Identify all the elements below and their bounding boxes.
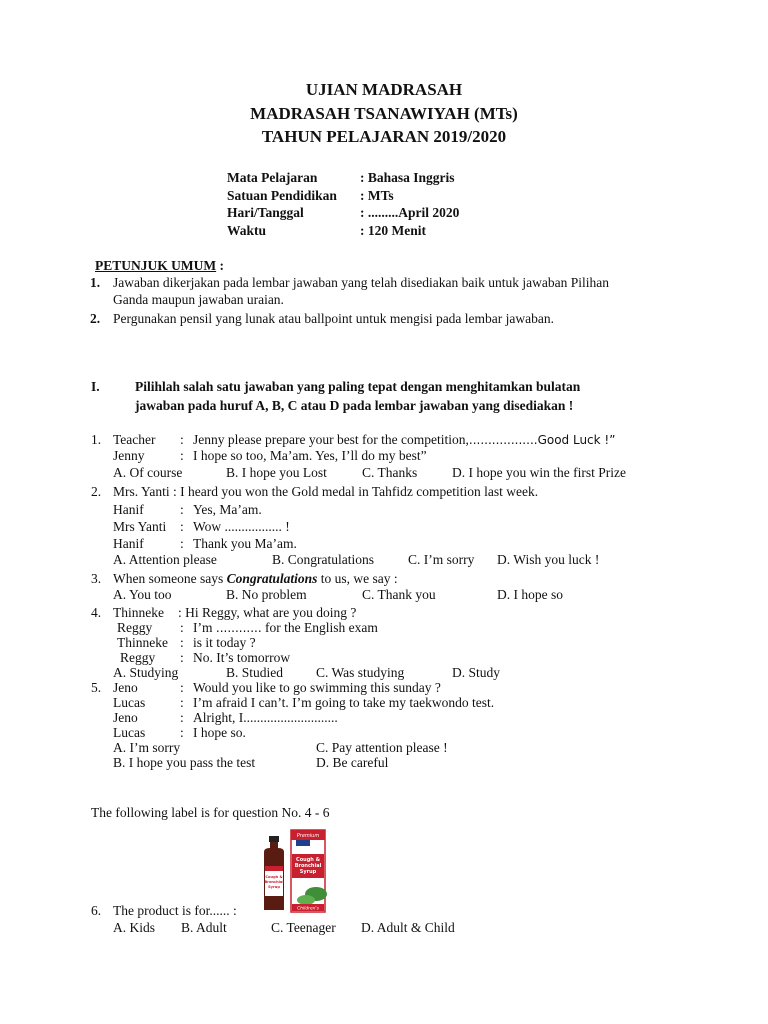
dialog-line: Wow ................. ! <box>193 519 290 534</box>
colon: : <box>180 502 184 517</box>
info-label: Waktu <box>227 223 267 238</box>
answer-option[interactable]: C. Was studying <box>316 665 405 680</box>
answer-option[interactable]: C. I’m sorry <box>408 552 475 567</box>
dialog-line: Yes, Ma’am. <box>193 502 262 517</box>
label-note: The following label is for question No. 4 - 6 <box>91 805 330 820</box>
dialog-line: I’m afraid I can’t. I’m going to take my taekwondo test. <box>193 695 495 710</box>
speaker: Thinneke <box>113 605 164 620</box>
answer-option[interactable]: C. Thank you <box>362 587 436 602</box>
info-value: : MTs <box>360 188 394 203</box>
question-number: 3. <box>91 571 102 586</box>
bottle-name-line: Cough & <box>265 875 283 879</box>
cough-syrup-illustration <box>256 826 360 914</box>
dialog-line: I’m ............ for the English exam <box>193 620 378 635</box>
school-title: MADRASAH TSANAWIYAH (MTs) <box>250 104 518 123</box>
colon: : <box>180 710 184 725</box>
speaker: Jeno <box>113 710 138 725</box>
question-number: 6. <box>91 903 102 918</box>
dialog-line: : Hi Reggy, what are you doing ? <box>178 605 357 620</box>
colon: : <box>180 650 184 665</box>
answer-option[interactable]: B. Studied <box>226 665 284 680</box>
cough-syrup-product-image <box>256 826 360 914</box>
instruction-number: 1. <box>90 275 101 290</box>
box-brand: Premium <box>296 833 320 839</box>
speaker: Hanif <box>113 536 144 551</box>
question-text: The product is for...... : <box>113 903 237 918</box>
year-title: TAHUN PELAJARAN 2019/2020 <box>261 127 507 146</box>
exam-title: UJIAN MADRASAH <box>305 80 463 99</box>
instruction-number: 2. <box>90 311 101 326</box>
dialog-line: Jenny please prepare your best for the competition,..................Good Luck !” <box>193 432 616 447</box>
instruction-text: Jawaban dikerjakan pada lembar jawaban yang telah disediakan baik untuk jawaban Pilihan <box>113 275 609 290</box>
answer-option[interactable]: D. Be careful <box>316 755 389 770</box>
question-number: 5. <box>91 680 102 695</box>
answer-option[interactable]: D. I hope so <box>497 587 563 602</box>
question-number: 1. <box>91 432 102 447</box>
answer-option[interactable]: C. Teenager <box>271 920 336 935</box>
answer-option[interactable]: D. Wish you luck ! <box>497 552 600 567</box>
colon: : <box>180 725 184 740</box>
speaker: Lucas <box>113 695 146 710</box>
info-value: : Bahasa Inggris <box>360 170 455 185</box>
speaker: Jenny <box>113 448 145 463</box>
dialog-line: I hope so. <box>193 725 246 740</box>
box-logo <box>296 840 310 846</box>
answer-option[interactable]: A. Kids <box>113 920 156 935</box>
dialog-line: Mrs. Yanti : I heard you won the Gold medal in Tahfidz competition last week. <box>113 484 539 499</box>
answer-option[interactable]: B. No problem <box>226 587 307 602</box>
answer-option[interactable]: B. I hope you Lost <box>226 465 327 480</box>
speaker: Lucas <box>113 725 146 740</box>
info-value: : 120 Menit <box>360 223 426 238</box>
speaker: Reggy <box>117 620 153 635</box>
colon: : <box>180 519 184 534</box>
colon: : <box>180 695 184 710</box>
speaker: Thinneke <box>117 635 168 650</box>
instruction-text: Pergunakan pensil yang lunak atau ballpoint untuk mengisi pada lembar jawaban. <box>113 311 555 326</box>
answer-option[interactable]: A. Of course <box>113 465 183 480</box>
bottle-cap <box>269 836 279 842</box>
bottle-name-line: Syrup <box>268 885 280 889</box>
dialog-line: I hope so too, Ma’am. Yes, I’ll do my best” <box>193 448 427 463</box>
dialog-line: Alright, I............................ <box>193 710 338 725</box>
colon: : <box>180 536 184 551</box>
speaker: Hanif <box>113 502 144 517</box>
dialog-line: No. It’s tomorrow <box>193 650 291 665</box>
question-number: 4. <box>91 605 102 620</box>
answer-option[interactable]: B. Adult <box>181 920 227 935</box>
answer-option[interactable]: D. I hope you win the first Prize <box>452 465 626 480</box>
dialog-line: is it today ? <box>193 635 256 650</box>
speaker: Reggy <box>120 650 156 665</box>
colon: : <box>180 680 184 695</box>
dialog-line: Thank you Ma’am. <box>193 536 297 551</box>
info-label: Hari/Tanggal <box>227 205 304 220</box>
bottle-neck <box>270 842 278 848</box>
leaf-icon <box>297 895 315 905</box>
bottle-name-line: Bronchial <box>264 880 284 884</box>
box-tag: Children's <box>297 906 319 912</box>
section-instruction: jawaban pada huruf A, B, C atau D pada lembar jawaban yang disediakan ! <box>135 398 574 413</box>
box-name-line: Cough & <box>296 857 320 863</box>
info-value: : .........April 2020 <box>360 205 460 220</box>
section-number: I. <box>91 379 100 394</box>
question-text: When someone says Congratulations to us, we say : <box>113 571 398 586</box>
colon: : <box>180 432 184 447</box>
answer-option[interactable]: A. Studying <box>113 665 179 680</box>
box-name-line: Bronchial <box>294 863 322 869</box>
answer-option[interactable]: B. Congratulations <box>272 552 374 567</box>
box-name-line: Syrup <box>299 869 317 875</box>
speaker: Teacher <box>113 432 156 447</box>
colon: : <box>180 635 184 650</box>
answer-option[interactable]: D. Adult & Child <box>361 920 455 935</box>
speaker: Mrs Yanti <box>113 519 167 534</box>
colon: : <box>180 448 184 463</box>
answer-option[interactable]: C. Thanks <box>362 465 418 480</box>
speaker: Jeno <box>113 680 138 695</box>
answer-option[interactable]: B. I hope you pass the test <box>113 755 256 770</box>
answer-option[interactable]: D. Study <box>452 665 501 680</box>
answer-option[interactable]: A. Attention please <box>113 552 217 567</box>
question-number: 2. <box>91 484 102 499</box>
answer-option[interactable]: A. I’m sorry <box>113 740 181 755</box>
dialog-line: Would you like to go swimming this sunday ? <box>193 680 441 695</box>
info-label: Mata Pelajaran <box>227 170 318 185</box>
answer-option[interactable]: A. You too <box>113 587 172 602</box>
answer-option[interactable]: C. Pay attention please ! <box>316 740 448 755</box>
info-label: Satuan Pendidikan <box>227 188 337 203</box>
instructions-heading: PETUNJUK UMUM : <box>95 258 224 273</box>
instruction-text: Ganda maupun jawaban uraian. <box>113 292 284 307</box>
colon: : <box>180 620 184 635</box>
section-instruction: Pilihlah salah satu jawaban yang paling tepat dengan menghitamkan bulatan <box>135 379 581 394</box>
bottle-label-band <box>265 866 283 871</box>
